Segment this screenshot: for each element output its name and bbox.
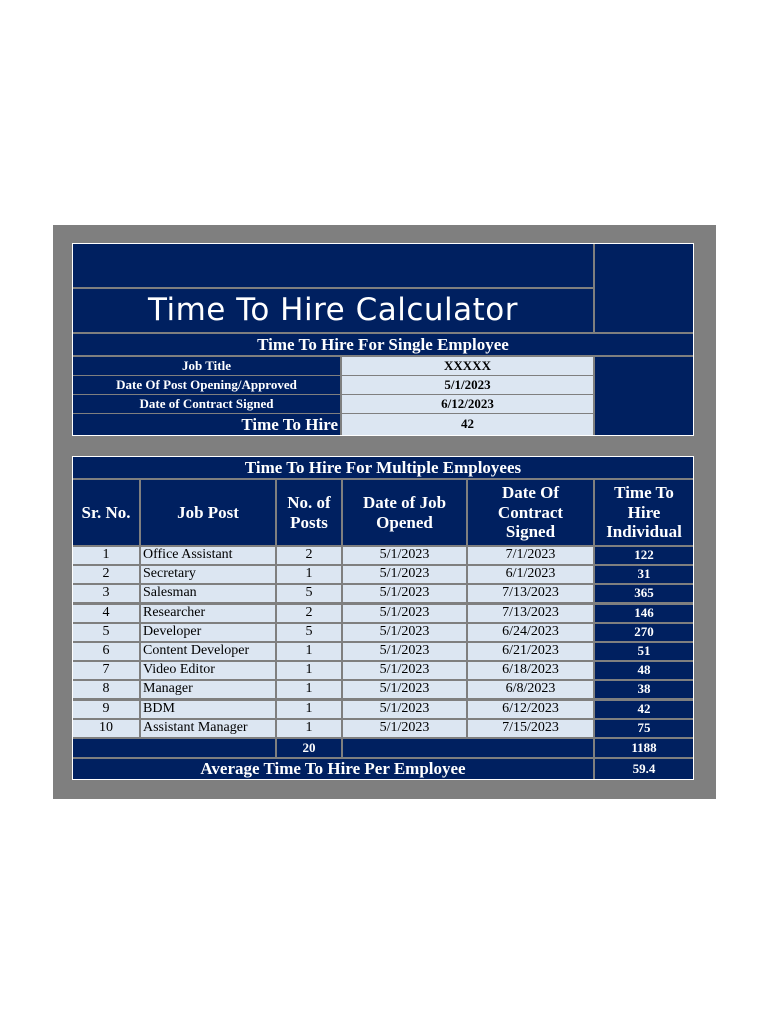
outer-border-right: [693, 243, 694, 436]
cell-time-to-hire: 51: [595, 643, 693, 660]
page-title: Time To Hire Calculator: [73, 289, 593, 332]
cell-job-post: Video Editor: [141, 662, 275, 679]
title-top-band: [73, 244, 593, 287]
cell-date-opened: 5/1/2023: [343, 566, 466, 583]
cell-time-to-hire: 75: [595, 720, 693, 737]
cell-date-signed: 7/15/2023: [468, 720, 593, 737]
total-posts: 20: [277, 739, 341, 757]
cell-sr-no: 3: [73, 585, 139, 602]
cell-no-of-posts: 1: [277, 643, 341, 660]
cell-time-to-hire: 270: [595, 624, 693, 641]
cell-sr-no: 7: [73, 662, 139, 679]
cell-sr-no: 6: [73, 643, 139, 660]
outer-border-left: [72, 243, 73, 436]
cell-job-post: Researcher: [141, 605, 275, 622]
average-value: 59.4: [595, 759, 693, 779]
cell-time-to-hire: 146: [595, 605, 693, 622]
cell-no-of-posts: 5: [277, 624, 341, 641]
outer-border-bottom: [72, 435, 694, 436]
cell-date-opened: 5/1/2023: [343, 547, 466, 564]
totals-blank-mid: [343, 739, 593, 757]
cell-sr-no: 5: [73, 624, 139, 641]
cell-date-signed: 6/1/2023: [468, 566, 593, 583]
cell-sr-no: 4: [73, 605, 139, 622]
cell-no-of-posts: 5: [277, 585, 341, 602]
cell-date-opened: 5/1/2023: [343, 624, 466, 641]
average-label: Average Time To Hire Per Employee: [73, 759, 593, 779]
cell-sr-no: 10: [73, 720, 139, 737]
single-label-contract-signed: Date of Contract Signed: [73, 395, 340, 413]
cell-time-to-hire: 48: [595, 662, 693, 679]
column-header-sr-no: Sr. No.: [73, 480, 139, 545]
lower-border-top: [72, 456, 694, 457]
cell-sr-no: 1: [73, 547, 139, 564]
cell-time-to-hire: 42: [595, 701, 693, 718]
column-header-no-of-posts: No. of Posts: [277, 480, 341, 545]
cell-date-signed: 6/12/2023: [468, 701, 593, 718]
cell-date-signed: 7/1/2023: [468, 547, 593, 564]
cell-no-of-posts: 1: [277, 701, 341, 718]
cell-job-post: Secretary: [141, 566, 275, 583]
title-side-block: [595, 244, 693, 332]
cell-date-opened: 5/1/2023: [343, 662, 466, 679]
cell-no-of-posts: 1: [277, 720, 341, 737]
cell-job-post: BDM: [141, 701, 275, 718]
single-result-value: 42: [342, 414, 593, 435]
cell-sr-no: 2: [73, 566, 139, 583]
cell-no-of-posts: 2: [277, 547, 341, 564]
cell-date-signed: 6/8/2023: [468, 681, 593, 698]
cell-no-of-posts: 1: [277, 681, 341, 698]
cell-date-signed: 7/13/2023: [468, 605, 593, 622]
column-header-date-contract-signed: Date Of Contract Signed: [468, 480, 593, 545]
cell-date-signed: 6/24/2023: [468, 624, 593, 641]
cell-date-opened: 5/1/2023: [343, 585, 466, 602]
single-label-post-opening: Date Of Post Opening/Approved: [73, 376, 340, 394]
cell-time-to-hire: 38: [595, 681, 693, 698]
cell-date-signed: 6/21/2023: [468, 643, 593, 660]
cell-job-post: Office Assistant: [141, 547, 275, 564]
cell-date-signed: 7/13/2023: [468, 585, 593, 602]
cell-job-post: Manager: [141, 681, 275, 698]
cell-job-post: Developer: [141, 624, 275, 641]
column-header-date-job-opened: Date of Job Opened: [343, 480, 466, 545]
single-value-post-opening[interactable]: 5/1/2023: [342, 376, 593, 394]
cell-date-opened: 5/1/2023: [343, 681, 466, 698]
single-label-job-title: Job Title: [73, 357, 340, 375]
column-header-job-post: Job Post: [141, 480, 275, 545]
single-value-job-title[interactable]: XXXXX: [342, 357, 593, 375]
column-header-time-to-hire: Time To Hire Individual: [595, 480, 693, 545]
single-side-block: [595, 357, 693, 435]
cell-date-opened: 5/1/2023: [343, 701, 466, 718]
cell-time-to-hire: 31: [595, 566, 693, 583]
single-value-contract-signed[interactable]: 6/12/2023: [342, 395, 593, 413]
single-heading: Time To Hire For Single Employee: [73, 334, 693, 355]
cell-time-to-hire: 122: [595, 547, 693, 564]
cell-date-opened: 5/1/2023: [343, 720, 466, 737]
cell-date-signed: 6/18/2023: [468, 662, 593, 679]
cell-date-opened: 5/1/2023: [343, 605, 466, 622]
cell-no-of-posts: 2: [277, 605, 341, 622]
totals-blank-left: [73, 739, 275, 757]
cell-job-post: Content Developer: [141, 643, 275, 660]
cell-job-post: Salesman: [141, 585, 275, 602]
single-result-label: Time To Hire: [73, 414, 340, 435]
cell-sr-no: 8: [73, 681, 139, 698]
total-time-to-hire: 1188: [595, 739, 693, 757]
lower-border-right: [693, 456, 694, 780]
cell-job-post: Assistant Manager: [141, 720, 275, 737]
multiple-heading: Time To Hire For Multiple Employees: [73, 457, 693, 478]
lower-border-bottom: [72, 779, 694, 780]
cell-no-of-posts: 1: [277, 566, 341, 583]
lower-border-left: [72, 456, 73, 780]
cell-time-to-hire: 365: [595, 585, 693, 602]
outer-border-top: [72, 243, 694, 244]
cell-sr-no: 9: [73, 701, 139, 718]
cell-date-opened: 5/1/2023: [343, 643, 466, 660]
cell-no-of-posts: 1: [277, 662, 341, 679]
